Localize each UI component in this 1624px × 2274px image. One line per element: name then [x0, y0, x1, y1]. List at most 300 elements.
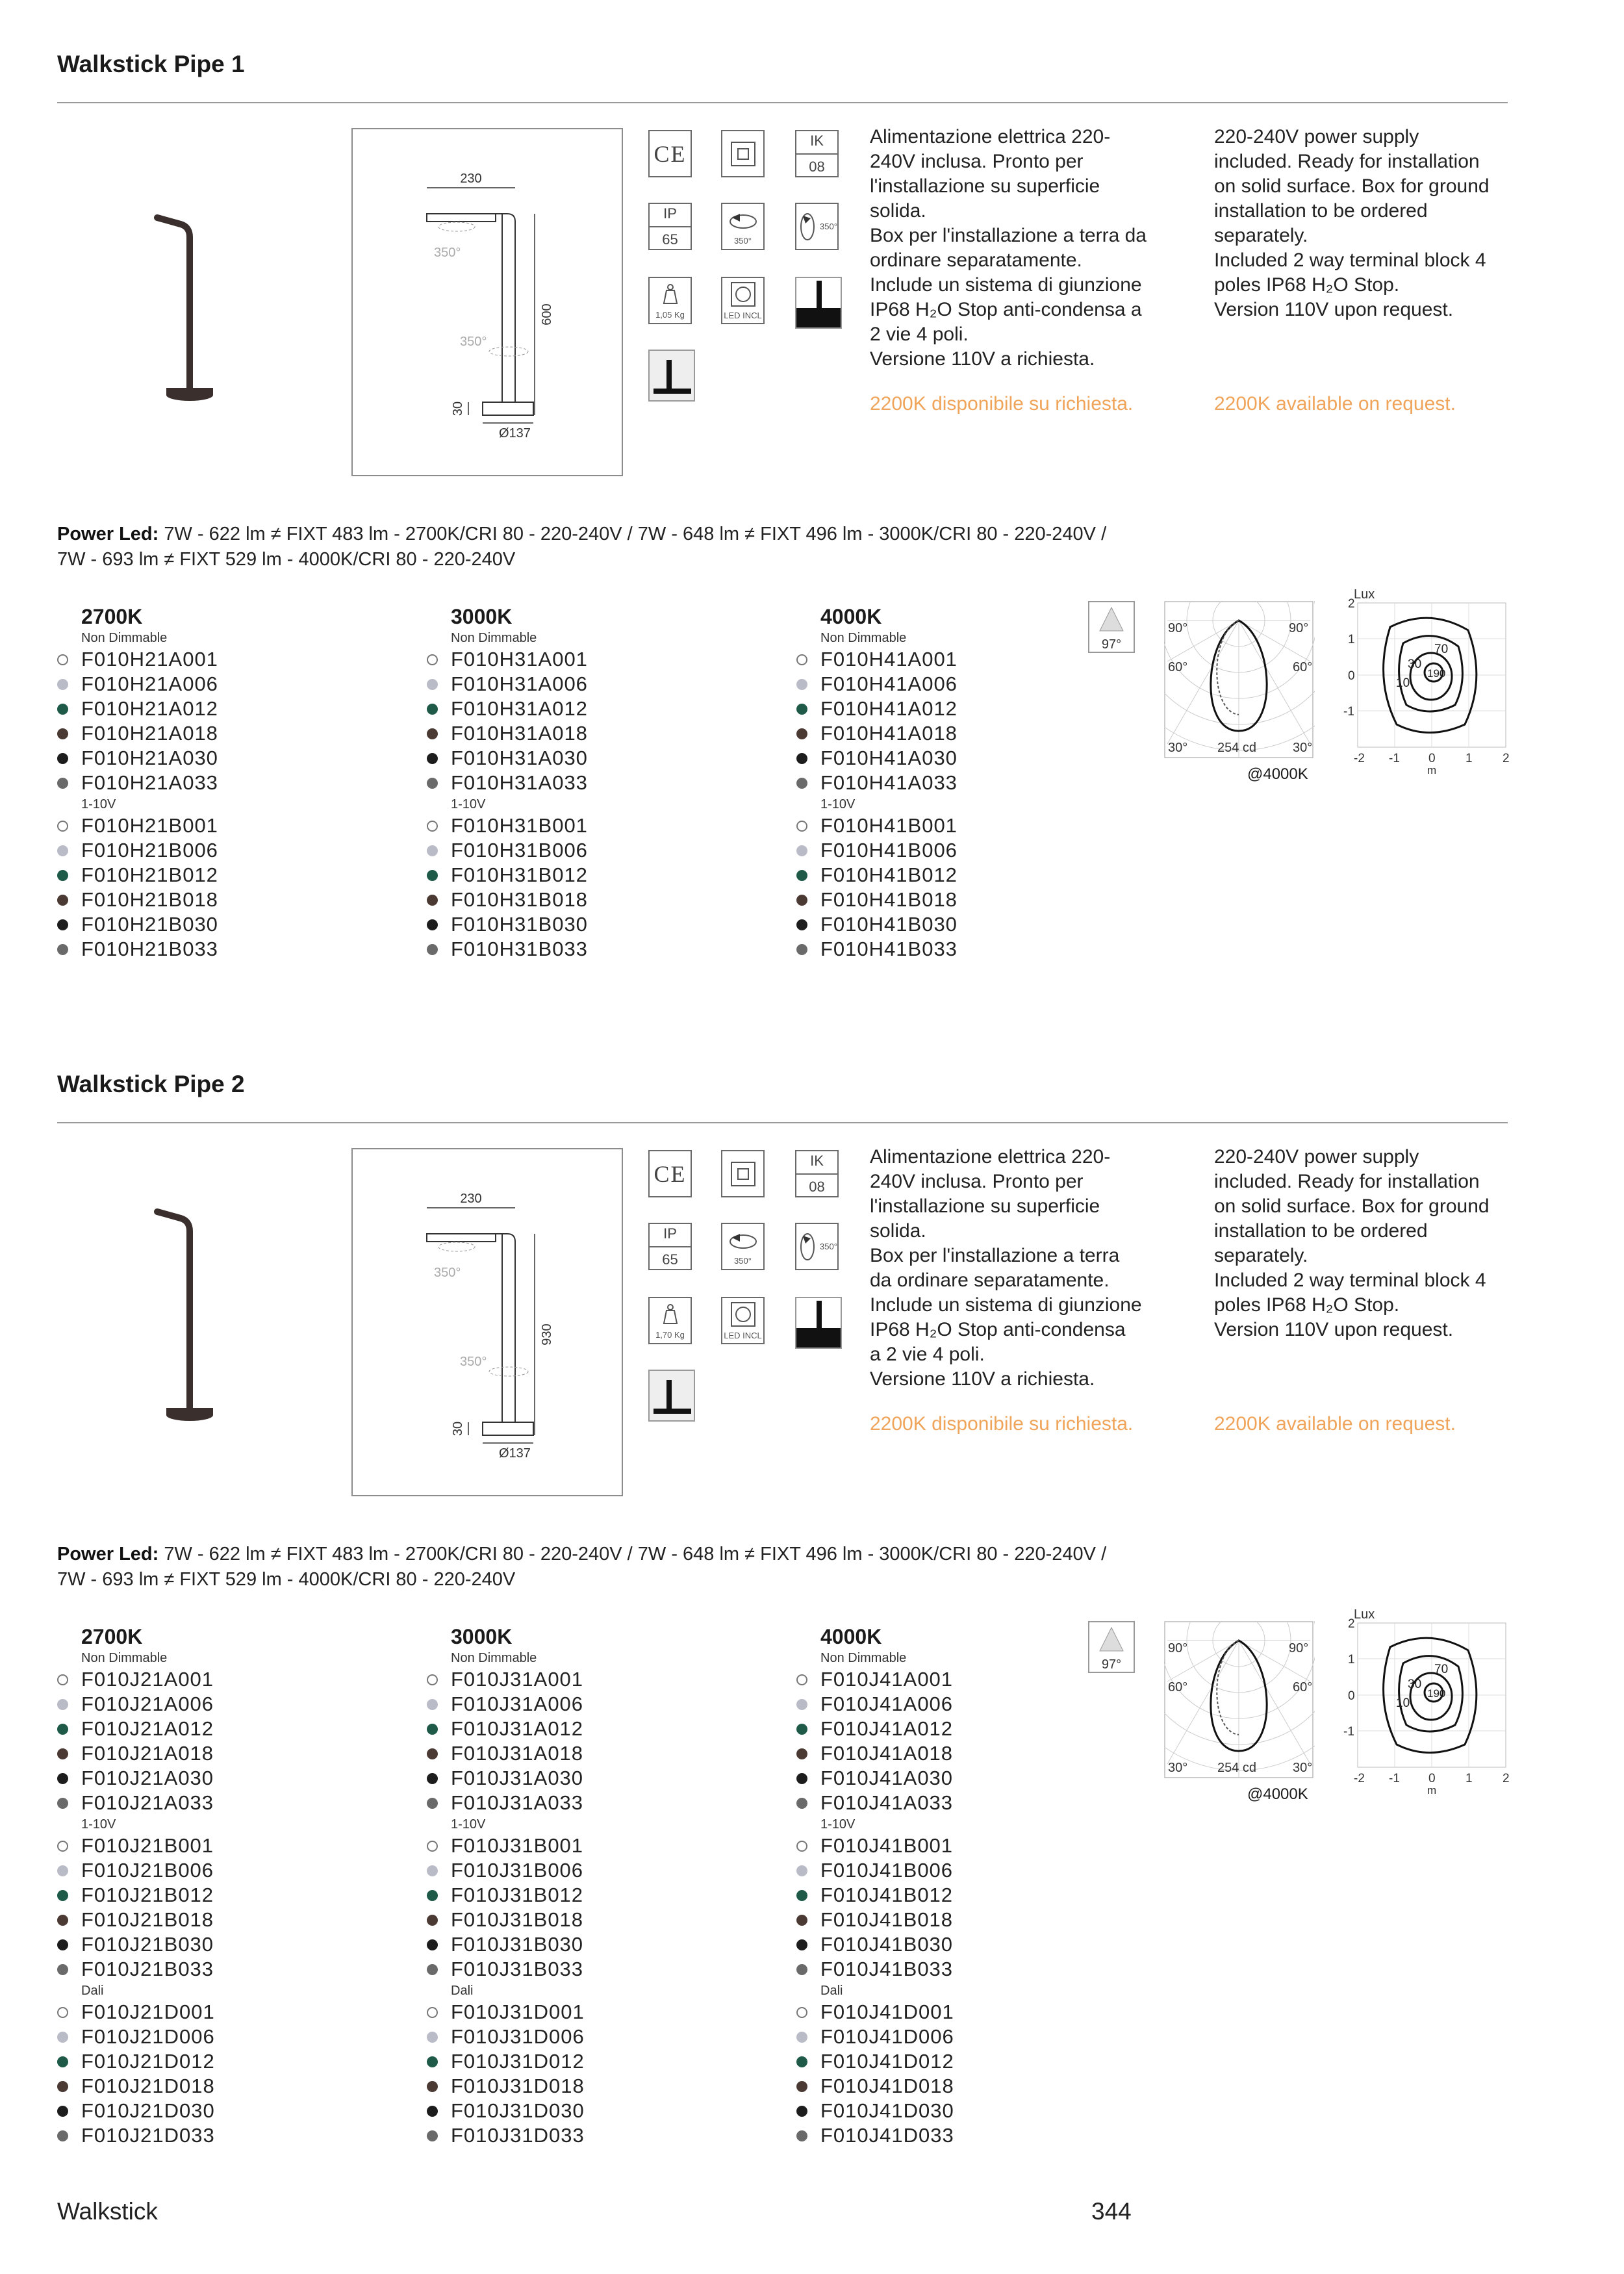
- product-code: [57, 2099, 408, 2123]
- product-code-text: F010J41D033: [820, 2124, 954, 2147]
- product-code-text: F010J31D006: [451, 2025, 585, 2048]
- product-code: [57, 1692, 408, 1717]
- product-code-text: F010H31B033: [451, 938, 588, 960]
- product-code-text: F010H41A030: [820, 747, 958, 769]
- product-code-text: F010J31B030: [451, 1933, 584, 1956]
- finish-color-dot: [57, 1865, 68, 1876]
- finish-color-dot: [427, 778, 438, 789]
- product-code-text: F010H41B006: [820, 839, 958, 862]
- product-code: [796, 1692, 1147, 1717]
- product-code-text: F010J31D033: [451, 2124, 585, 2147]
- led-included-icon: LED INCL: [721, 277, 765, 324]
- product-code-text: F010J41A001: [820, 1668, 954, 1691]
- product-code: [427, 937, 778, 962]
- dim-base-diameter: Ø137: [499, 1446, 531, 1461]
- ik-rating-icon: IK 08: [795, 130, 839, 177]
- description-line: 240V inclusa. Pronto per: [870, 1171, 1084, 1192]
- finish-color-dot: [427, 1890, 438, 1901]
- code-column-3000k: [427, 604, 778, 962]
- led-included-icon: LED INCL: [721, 1297, 765, 1344]
- surface-installation-icon: [648, 350, 695, 402]
- description-line: Include un sistema di giunzione: [870, 274, 1142, 296]
- product-code: [57, 912, 408, 937]
- product-code-text: F010J21B018: [81, 1908, 214, 1931]
- product-code: [57, 1908, 408, 1932]
- product-code: [57, 863, 408, 888]
- product-code-text: F010J31D018: [451, 2075, 585, 2097]
- polar-label: 30°: [1168, 1761, 1188, 1775]
- finish-color-dot: [796, 728, 807, 739]
- product-code-text: F010H31B018: [451, 888, 588, 911]
- dim-width: 230: [460, 172, 482, 186]
- dimension-drawing: [353, 1149, 624, 1498]
- note-italian: 2200K disponibile su richiesta.: [870, 1413, 1134, 1435]
- product-code: [427, 672, 778, 696]
- description-line: 220-240V power supply: [1214, 1146, 1419, 1168]
- product-code-text: F010H21B033: [81, 938, 218, 960]
- dim-width: 230: [460, 1192, 482, 1206]
- page-number: 344: [1091, 2198, 1132, 2225]
- product-code: [796, 1741, 1147, 1766]
- product-code-text: F010H31B006: [451, 839, 588, 862]
- polar-label: 30°: [1168, 741, 1188, 755]
- finish-color-dot: [427, 1773, 438, 1784]
- dimming-type: 1-10V: [451, 1817, 486, 1832]
- polar-label: 60°: [1293, 1680, 1313, 1694]
- finish-color-dot: [57, 2056, 68, 2067]
- finish-color-dot: [427, 2081, 438, 2092]
- finish-color-dot: [796, 1865, 807, 1876]
- product-code: [57, 1932, 408, 1957]
- product-code-text: F010H21A012: [81, 697, 218, 720]
- product-code: [57, 1741, 408, 1766]
- product-code-text: F010H21B018: [81, 888, 218, 911]
- product-code: [796, 813, 1147, 838]
- finish-color-dot: [796, 2056, 807, 2067]
- product-code-text: F010H21B030: [81, 913, 218, 936]
- rotation-vertical-icon: 350°: [795, 1223, 839, 1270]
- color-temperature: 2700K: [81, 1625, 143, 1648]
- technical-drawing: [351, 1148, 623, 1496]
- finish-color-dot: [796, 1798, 807, 1809]
- description-line: on solid surface. Box for ground: [1214, 175, 1490, 197]
- description-line: IP68 H₂O Stop anti-condensa: [870, 1319, 1126, 1340]
- technical-drawing: [351, 128, 623, 476]
- finish-color-dot: [796, 2106, 807, 2117]
- product-code-text: F010J41D006: [820, 2025, 954, 2048]
- description-line: included. Ready for installation: [1214, 1171, 1480, 1192]
- product-code: [796, 2099, 1147, 2123]
- product-code-text: F010H21A018: [81, 722, 218, 745]
- finish-color-dot: [796, 2081, 807, 2092]
- product-code-text: F010J31B033: [451, 1958, 584, 1980]
- isolux-unit: m: [1427, 764, 1437, 776]
- product-code-text: F010J21A018: [81, 1742, 214, 1765]
- product-code-text: F010J21D018: [81, 2075, 215, 2097]
- finish-color-dot: [427, 1724, 438, 1735]
- product-code-text: F010J21A006: [81, 1693, 214, 1715]
- product-code-text: F010H41A012: [820, 697, 958, 720]
- dimming-type: Dali: [81, 1984, 104, 1998]
- description-english: [1214, 125, 1519, 322]
- description-line: included. Ready for installation: [1214, 151, 1480, 172]
- code-column-2700k: [57, 604, 408, 962]
- product-code: [427, 2025, 778, 2049]
- product-code-text: F010J41A030: [820, 1767, 954, 1789]
- product-code: [427, 1833, 778, 1858]
- product-code: [57, 1858, 408, 1883]
- product-code-text: F010H21A006: [81, 672, 218, 695]
- isolux-level-label: 10: [1396, 1696, 1410, 1710]
- product-code-text: F010J31B006: [451, 1859, 584, 1882]
- product-code: [796, 1957, 1147, 1982]
- description-line: installation to be ordered: [1214, 200, 1428, 222]
- product-code: [796, 2025, 1147, 2049]
- product-code-text: F010J41A033: [820, 1791, 954, 1814]
- product-code: [57, 838, 408, 863]
- product-code-text: F010J41B030: [820, 1933, 954, 1956]
- finish-color-dot: [427, 1699, 438, 1710]
- product-code-text: F010H31A012: [451, 697, 588, 720]
- isolux-x-tick: -1: [1389, 1772, 1400, 1785]
- dim-base-height: 30: [451, 401, 465, 416]
- product-code-text: F010J41A012: [820, 1717, 954, 1740]
- product-code: [796, 863, 1147, 888]
- note-italian: 2200K disponibile su richiesta.: [870, 393, 1134, 415]
- isolux-title: Lux: [1354, 587, 1375, 602]
- description-line: da ordinare separatamente.: [870, 1270, 1110, 1291]
- dimming-type: 1-10V: [820, 1817, 856, 1832]
- product-code-text: F010J21A033: [81, 1791, 214, 1814]
- product-code-text: F010J31B001: [451, 1834, 584, 1857]
- product-code-text: F010J31D001: [451, 2000, 585, 2023]
- title-divider: [57, 1122, 1508, 1123]
- product-code: [796, 1858, 1147, 1883]
- product-code-text: F010J21B001: [81, 1834, 214, 1857]
- finish-color-dot: [427, 753, 438, 764]
- isolux-x-tick: 0: [1428, 1772, 1436, 1785]
- product-code: [427, 647, 778, 672]
- product-code: [57, 813, 408, 838]
- finish-color-dot: [427, 1841, 438, 1852]
- description-line: 2 vie 4 poli.: [870, 324, 969, 345]
- isolux-level-label: 30: [1408, 658, 1422, 671]
- finish-color-dot: [57, 895, 68, 906]
- finish-color-dot: [796, 1915, 807, 1926]
- isolux-x-tick: 2: [1503, 1772, 1510, 1785]
- product-code-text: F010H41A033: [820, 771, 958, 794]
- description-line: Box per l'installazione a terra da: [870, 225, 1147, 246]
- polar-diagram: [1164, 601, 1315, 762]
- product-code-text: F010H31B030: [451, 913, 588, 936]
- polar-label: 90°: [1168, 621, 1188, 635]
- polar-label: 60°: [1293, 660, 1313, 674]
- product-code-text: F010J21B012: [81, 1884, 214, 1906]
- power-led-specs: Power Led: 7W - 622 lm ≠ FIXT 483 lm - 2700K/CRI 80 - 220-240V / 7W - 648 lm ≠ FIXT 496 lm - 3000K/CRI 80 - 220-240V / 7W - 693 lm ≠ FIXT 529 lm - 4000K/CRI 80 - 220-240V: [57, 524, 1107, 570]
- finish-color-dot: [57, 679, 68, 690]
- product-code-text: F010H41B012: [820, 863, 958, 886]
- finish-color-dot: [57, 2106, 68, 2117]
- finish-color-dot: [57, 845, 68, 856]
- product-code-text: F010J31A030: [451, 1767, 584, 1789]
- product-code: [57, 721, 408, 746]
- product-code: [427, 2123, 778, 2148]
- product-code-text: F010J41B001: [820, 1834, 954, 1857]
- description-line: IP68 H₂O Stop anti-condensa a: [870, 299, 1142, 320]
- product-code-text: F010H31A018: [451, 722, 588, 745]
- product-code: [57, 2074, 408, 2099]
- finish-color-dot: [796, 2007, 807, 2018]
- dimming-type: Non Dimmable: [81, 1651, 168, 1665]
- product-code: [796, 2123, 1147, 2148]
- finish-color-dot: [427, 2130, 438, 2141]
- product-code: [57, 672, 408, 696]
- product-code: [796, 1766, 1147, 1791]
- note-english: 2200K available on request.: [1214, 1413, 1456, 1435]
- description-line: Versione 110V a richiesta.: [870, 1368, 1095, 1390]
- polar-label: 30°: [1293, 741, 1313, 755]
- finish-color-dot: [427, 2032, 438, 2043]
- product-code-text: F010H31A030: [451, 747, 588, 769]
- product-code: [57, 2123, 408, 2148]
- finish-color-dot: [57, 1915, 68, 1926]
- finish-color-dot: [427, 1674, 438, 1685]
- product-code-text: F010H31A001: [451, 648, 588, 671]
- product-code: [796, 1717, 1147, 1741]
- finish-color-dot: [796, 1674, 807, 1685]
- product-code-text: F010J31D030: [451, 2099, 585, 2122]
- product-code: [57, 1766, 408, 1791]
- product-code: [57, 2000, 408, 2025]
- product-code: [427, 1858, 778, 1883]
- description-line: Included 2 way terminal block 4: [1214, 1270, 1486, 1291]
- isolux-x-tick: -1: [1389, 752, 1400, 765]
- product-code-text: F010J41D012: [820, 2050, 954, 2073]
- description-line: Included 2 way terminal block 4: [1214, 249, 1486, 271]
- product-code: [427, 2049, 778, 2074]
- finish-color-dot: [796, 845, 807, 856]
- finish-color-dot: [57, 728, 68, 739]
- product-code-text: F010H41A001: [820, 648, 958, 671]
- product-code-text: F010J21D006: [81, 2025, 215, 2048]
- isolux-y-tick: 0: [1348, 669, 1355, 683]
- polar-caption: @4000K: [1247, 1785, 1308, 1803]
- dimension-drawing: [353, 129, 624, 478]
- ce-mark-icon: CE: [648, 130, 692, 177]
- dimming-type: Non Dimmable: [451, 1651, 537, 1665]
- description-line: 240V inclusa. Pronto per: [870, 151, 1084, 172]
- finish-color-dot: [796, 679, 807, 690]
- product-code-text: F010J41D001: [820, 2000, 954, 2023]
- finish-color-dot: [57, 1939, 68, 1950]
- isolux-y-tick: -1: [1343, 1725, 1354, 1739]
- dimming-type: Dali: [820, 1984, 843, 1998]
- product-code-text: F010H31A033: [451, 771, 588, 794]
- beam-angle-icon: 97°: [1088, 1621, 1135, 1673]
- finish-color-dot: [427, 845, 438, 856]
- product-code-text: F010J41A018: [820, 1742, 954, 1765]
- description-line: l'installazione su superficie: [870, 175, 1100, 197]
- product-code-text: F010J31A012: [451, 1717, 584, 1740]
- product-code: [427, 1717, 778, 1741]
- finish-color-dot: [427, 2056, 438, 2067]
- isolux-level-label: 190: [1427, 1687, 1446, 1700]
- product-code-text: F010H21A001: [81, 648, 218, 671]
- product-code-text: F010J31D012: [451, 2050, 585, 2073]
- product-code: [57, 2049, 408, 2074]
- finish-color-dot: [796, 1841, 807, 1852]
- product-photo: [149, 205, 234, 406]
- description-line: separately.: [1214, 1245, 1308, 1266]
- product-code: [427, 838, 778, 863]
- finish-color-dot: [57, 2130, 68, 2141]
- isolux-diagram: [1338, 1602, 1514, 1809]
- product-code: [796, 2049, 1147, 2074]
- finish-color-dot: [57, 1798, 68, 1809]
- polar-label: 30°: [1293, 1761, 1313, 1775]
- weight-icon: 1,05 Kg: [648, 277, 692, 324]
- product-code-text: F010J31A033: [451, 1791, 584, 1814]
- product-code-text: F010H31A006: [451, 672, 588, 695]
- color-temperature: 3000K: [451, 605, 513, 628]
- product-code: [57, 647, 408, 672]
- product-code: [427, 813, 778, 838]
- finish-color-dot: [796, 778, 807, 789]
- polar-caption: @4000K: [1247, 765, 1308, 783]
- finish-color-dot: [427, 704, 438, 715]
- product-code-text: F010J21B033: [81, 1958, 214, 1980]
- isolux-y-tick: 1: [1348, 1653, 1355, 1667]
- product-code: [427, 912, 778, 937]
- finish-color-dot: [427, 2007, 438, 2018]
- product-code-text: F010H41B030: [820, 913, 958, 936]
- product-code: [57, 1791, 408, 1815]
- isolux-x-tick: -2: [1354, 1772, 1365, 1785]
- surface-mount-icon: [721, 1150, 765, 1197]
- dim-height: 930: [540, 1323, 554, 1346]
- finish-color-dot: [796, 919, 807, 930]
- finish-color-dot: [427, 1964, 438, 1975]
- finish-color-dot: [427, 870, 438, 881]
- isolux-x-tick: 2: [1503, 752, 1510, 765]
- dim-height: 600: [540, 303, 554, 326]
- product-code: [796, 672, 1147, 696]
- product-code-text: F010J21D033: [81, 2124, 215, 2147]
- finish-color-dot: [57, 2081, 68, 2092]
- finish-color-dot: [427, 1939, 438, 1950]
- product-code: [427, 1908, 778, 1932]
- product-code-text: F010J31B012: [451, 1884, 584, 1906]
- finish-color-dot: [427, 895, 438, 906]
- product-code-text: F010J41B012: [820, 1884, 954, 1906]
- product-code-text: F010J21A012: [81, 1717, 214, 1740]
- rot-bottom: 350°: [460, 1355, 487, 1369]
- description-line: poles IP68 H₂O Stop.: [1214, 274, 1400, 296]
- product-code: [796, 1791, 1147, 1815]
- rotation-horizontal-icon: 350°: [721, 203, 765, 250]
- description-line: a 2 vie 4 poli.: [870, 1344, 985, 1365]
- product-code-text: F010J21B030: [81, 1933, 214, 1956]
- isolux-level-label: 10: [1396, 676, 1410, 690]
- product-code: [57, 1957, 408, 1982]
- finish-color-dot: [427, 2106, 438, 2117]
- product-code-text: F010H41B033: [820, 938, 958, 960]
- product-code: [796, 746, 1147, 771]
- color-temperature: 4000K: [820, 1625, 882, 1648]
- product-code-text: F010J21A001: [81, 1668, 214, 1691]
- product-code-text: F010H31B001: [451, 814, 588, 837]
- finish-color-dot: [796, 1748, 807, 1759]
- code-column-3000k: [427, 1624, 778, 2148]
- polar-label: 60°: [1168, 1680, 1188, 1694]
- finish-color-dot: [796, 654, 807, 665]
- product-code-text: F010H21A030: [81, 747, 218, 769]
- product-code: [796, 912, 1147, 937]
- product-code: [427, 721, 778, 746]
- product-code: [57, 746, 408, 771]
- dimming-type: Non Dimmable: [451, 631, 537, 645]
- product-code-text: F010H41B018: [820, 888, 958, 911]
- dimming-type: 1-10V: [81, 1817, 116, 1832]
- product-code: [57, 771, 408, 795]
- dim-base-height: 30: [451, 1421, 465, 1437]
- product-code: [427, 1692, 778, 1717]
- finish-color-dot: [427, 728, 438, 739]
- product-code: [796, 888, 1147, 912]
- title-divider: [57, 102, 1508, 103]
- product-code-text: F010H41B001: [820, 814, 958, 837]
- description-line: solida.: [870, 200, 926, 222]
- product-code: [427, 771, 778, 795]
- dimming-type: 1-10V: [451, 797, 486, 811]
- description-line: poles IP68 H₂O Stop.: [1214, 1294, 1400, 1316]
- product-code: [796, 2074, 1147, 2099]
- product-code: [57, 2025, 408, 2049]
- product-code: [57, 1883, 408, 1908]
- finish-color-dot: [57, 1890, 68, 1901]
- description-line: Version 110V upon request.: [1214, 1319, 1454, 1340]
- product-photo: [149, 1199, 234, 1426]
- ip-rating-icon: IP 65: [648, 1223, 692, 1270]
- ip-rating-icon: IP 65: [648, 203, 692, 250]
- product-code: [796, 1908, 1147, 1932]
- rotation-vertical-icon: 350°: [795, 203, 839, 250]
- dimming-type: 1-10V: [81, 797, 116, 811]
- product-title: Walkstick Pipe 2: [57, 1071, 245, 1097]
- description-line: solida.: [870, 1220, 926, 1242]
- polar-label: 90°: [1289, 621, 1309, 635]
- isolux-level-label: 70: [1434, 643, 1449, 656]
- rot-bottom: 350°: [460, 335, 487, 349]
- description-line: Alimentazione elettrica 220-: [870, 126, 1111, 147]
- finish-color-dot: [796, 944, 807, 955]
- finish-color-dot: [57, 1674, 68, 1685]
- dimming-type: Non Dimmable: [820, 631, 907, 645]
- ground-installation-icon: [795, 277, 842, 329]
- finish-color-dot: [427, 944, 438, 955]
- ground-installation-icon: [795, 1297, 842, 1349]
- finish-color-dot: [427, 1915, 438, 1926]
- finish-color-dot: [796, 1964, 807, 1975]
- code-column-2700k: [57, 1624, 408, 2148]
- product-code: [796, 696, 1147, 721]
- finish-color-dot: [796, 753, 807, 764]
- finish-color-dot: [57, 2007, 68, 2018]
- finish-color-dot: [796, 2032, 807, 2043]
- polar-label: 254 cd: [1217, 1761, 1257, 1775]
- finish-color-dot: [427, 654, 438, 665]
- isolux-level-label: 70: [1434, 1663, 1449, 1676]
